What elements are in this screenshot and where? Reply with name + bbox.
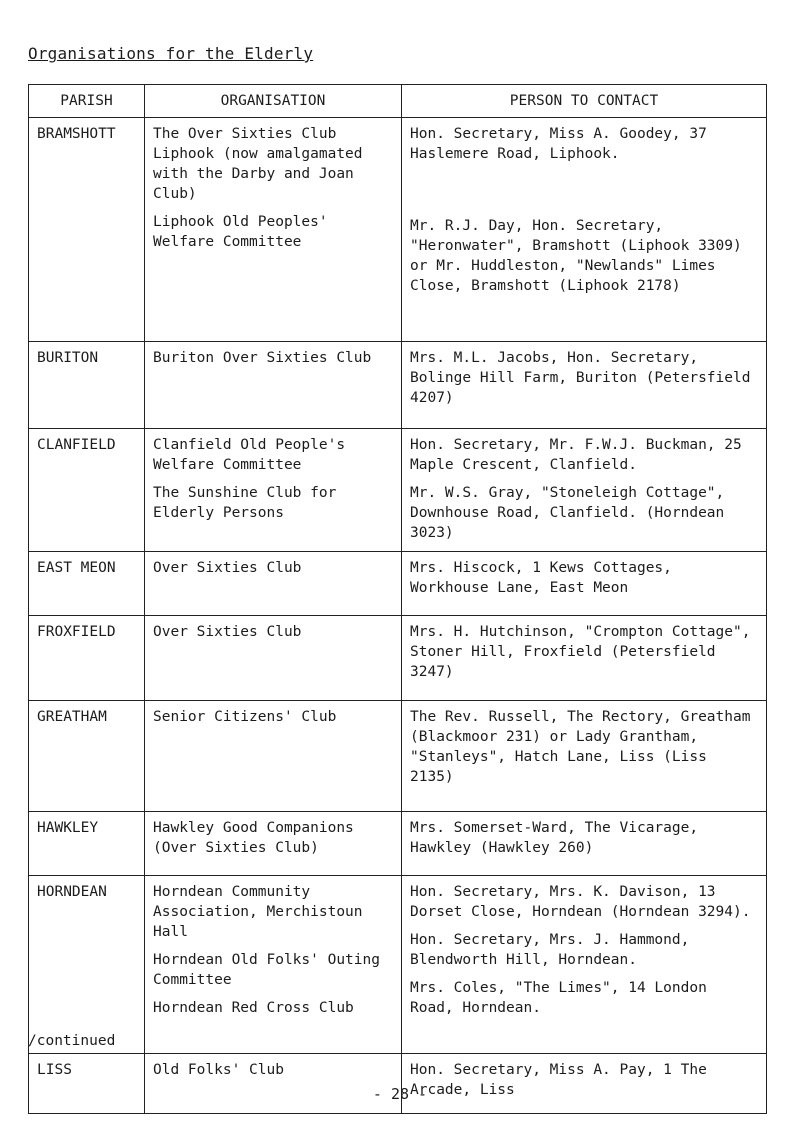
- table-row: [29, 812, 767, 876]
- contact-entry: Mrs. H. Hutchinson, "Crompton Cottage", Stoner Hill, Froxfield (Petersfield 3247): [410, 624, 751, 680]
- organisation-cell: [145, 616, 402, 701]
- page-title: Organisations for the Elderly: [28, 44, 314, 63]
- parish-cell: BRAMSHOTT: [29, 118, 145, 342]
- organisation-entry: The Sunshine Club for Elderly Persons: [153, 485, 337, 521]
- continued-note: /continued: [28, 1033, 116, 1049]
- parish-cell: EAST MEON: [29, 552, 145, 616]
- table-header-row: [29, 85, 767, 118]
- contact-entry: Mrs. Coles, "The Limes", 14 London Road, Horndean.: [410, 980, 707, 1016]
- parish-cell: GREATHAM: [29, 701, 145, 812]
- organisation-entry: Horndean Old Folks' Outing Committee: [153, 952, 380, 988]
- contact-entry: Mrs. M.L. Jacobs, Hon. Secretary, Bolinge Hill Farm, Buriton (Petersfield 4207): [410, 350, 751, 406]
- contact-entry: Mrs. Hiscock, 1 Kews Cottages, Workhouse Lane, East Meon: [410, 560, 672, 596]
- organisation-entry: Liphook Old Peoples' Welfare Committee: [153, 214, 328, 250]
- header-organisation: ORGANISATION: [145, 85, 402, 118]
- organisation-entry: Horndean Red Cross Club: [153, 1000, 354, 1016]
- contact-entry: Mr. R.J. Day, Hon. Secretary, "Heronwater", Bramshott (Liphook 3309) or Mr. Huddleston, "Newlands" Limes Close, Bramshott (Liphook 2178): [410, 218, 742, 294]
- table-row: [29, 701, 767, 812]
- table-row: [29, 342, 767, 429]
- organisation-entry: Clanfield Old People's Welfare Committee: [153, 437, 346, 473]
- organisation-cell: [145, 429, 402, 552]
- organisation-cell: [145, 118, 402, 342]
- contact-cell: [402, 429, 767, 552]
- organisations-table: [28, 84, 767, 1114]
- organisation-entry: Hawkley Good Companions (Over Sixties Club): [153, 820, 354, 856]
- contact-entry: Mr. W.S. Gray, "Stoneleigh Cottage", Downhouse Road, Clanfield. (Horndean 3023): [410, 485, 725, 541]
- table-row: [29, 118, 767, 342]
- table-row: [29, 552, 767, 616]
- contact-cell: [402, 812, 767, 876]
- table-row: [29, 616, 767, 701]
- organisation-entry: The Over Sixties Club Liphook (now amalgamated with the Darby and Joan Club): [153, 126, 363, 202]
- contact-cell: [402, 616, 767, 701]
- table-row: [29, 429, 767, 552]
- organisation-cell: [145, 1054, 402, 1114]
- contact-cell: [402, 1054, 767, 1114]
- organisation-cell: [145, 812, 402, 876]
- table-row: [29, 1054, 767, 1114]
- contact-entry: Hon. Secretary, Mrs. K. Davison, 13 Dorset Close, Horndean (Horndean 3294).: [410, 884, 751, 920]
- organisation-cell: [145, 701, 402, 812]
- contact-entry: Hon. Secretary, Mr. F.W.J. Buckman, 25 Maple Crescent, Clanfield.: [410, 437, 742, 473]
- parish-cell: FROXFIELD: [29, 616, 145, 701]
- page-number: - 28 -: [372, 1085, 428, 1103]
- parish-cell: CLANFIELD: [29, 429, 145, 552]
- organisation-entry: Senior Citizens' Club: [153, 709, 337, 725]
- organisation-cell: [145, 876, 402, 1054]
- contact-entry: Hon. Secretary, Miss A. Pay, 1 The Arcade, Liss: [410, 1062, 707, 1098]
- contact-cell: [402, 342, 767, 429]
- contact-cell: [402, 552, 767, 616]
- parish-cell: HAWKLEY: [29, 812, 145, 876]
- parish-cell: LISS: [29, 1054, 145, 1114]
- contact-entry: The Rev. Russell, The Rectory, Greatham (Blackmoor 231) or Lady Grantham, "Stanleys", Hatch Lane, Liss (Liss 2135): [410, 709, 751, 785]
- organisation-entry: Over Sixties Club: [153, 624, 302, 640]
- header-parish: PARISH: [29, 85, 145, 118]
- organisation-entry: Old Folks' Club: [153, 1062, 284, 1078]
- contact-cell: [402, 876, 767, 1054]
- table-row: [29, 876, 767, 1054]
- contact-entry: Mrs. Somerset-Ward, The Vicarage, Hawkley (Hawkley 260): [410, 820, 699, 856]
- contact-cell: [402, 118, 767, 342]
- contact-entry: Hon. Secretary, Miss A. Goodey, 37 Haslemere Road, Liphook.: [410, 126, 707, 162]
- parish-cell: HORNDEAN: [29, 876, 145, 1054]
- organisation-cell: [145, 342, 402, 429]
- organisation-entry: Over Sixties Club: [153, 560, 302, 576]
- contact-entry: Hon. Secretary, Mrs. J. Hammond, Blendworth Hill, Horndean.: [410, 932, 690, 968]
- header-contact: PERSON TO CONTACT: [402, 85, 767, 118]
- parish-cell: BURITON: [29, 342, 145, 429]
- organisation-entry: Horndean Community Association, Merchistoun Hall: [153, 884, 363, 940]
- organisation-entry: Buriton Over Sixties Club: [153, 350, 372, 366]
- contact-cell: [402, 701, 767, 812]
- organisation-cell: [145, 552, 402, 616]
